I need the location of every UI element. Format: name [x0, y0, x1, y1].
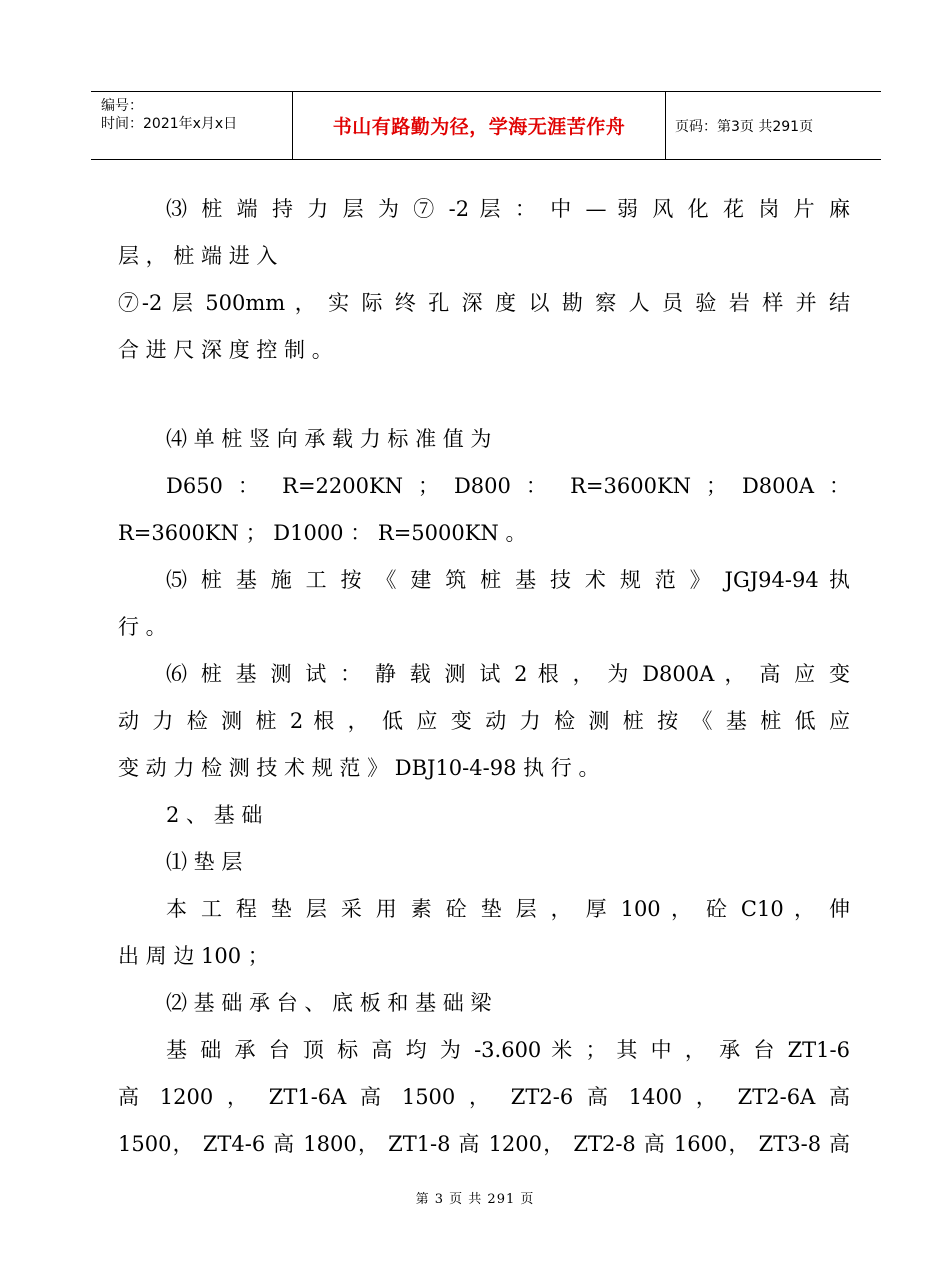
header-motto-cell	[293, 92, 666, 159]
header-meta-cell	[91, 92, 293, 159]
body-line: 基 础 承 台 顶 标 高 均 为 -3.600 米 ； 其 中 ， 承 台 ZT1-6	[166, 1038, 850, 1062]
page-footer	[0, 1188, 950, 1207]
body-line: 层 ， 桩 端 进 入	[118, 244, 278, 268]
body-line: 行 。	[118, 615, 167, 639]
page-header	[91, 91, 881, 160]
header-page-code: 页码：第3页 共291页	[675, 118, 814, 135]
body-line: 高 1200 ， ZT1-6A 高 1500 ， ZT2-6 高 1400 ， ZT2-6A 高	[118, 1085, 850, 1109]
body-line: 合 进 尺 深 度 控 制 。	[118, 338, 333, 362]
body-line: ⑸ 桩 基 施 工 按 《 建 筑 桩 基 技 术 规 范 》 JGJ94-94 执	[166, 568, 850, 592]
header-motto: 书山有路勤为径，学海无涯苦作舟	[332, 116, 626, 138]
body-line: ⑶ 桩 端 持 力 层 为 ⑦ -2 层 ： 中 — 弱 风 化 花 岗 片 麻	[166, 197, 850, 221]
subsection-heading: ⑴ 垫 层	[166, 850, 243, 874]
header-page-cell	[666, 92, 881, 159]
document-number-label: 编号：	[101, 98, 143, 114]
subsection-heading: ⑵ 基 础 承 台 、 底 板 和 基 础 梁	[166, 991, 492, 1015]
body-line: D650 ： R=2200KN ； D800 ： R=3600KN ； D800A ：	[166, 474, 850, 498]
body-line: 本 工 程 垫 层 采 用 素 砼 垫 层 ， 厚 100 ， 砼 C10 ， 伸	[166, 897, 850, 921]
body-line: 出 周 边 100 ；	[118, 944, 269, 968]
paragraph-gap	[118, 374, 850, 416]
body-line: ⑷ 单 桩 竖 向 承 载 力 标 准 值 为	[166, 427, 492, 451]
body-line: 动 力 检 测 桩 2 根 ， 低 应 变 动 力 检 测 桩 按 《 基 桩 低 应	[118, 709, 850, 733]
document-body	[118, 186, 850, 1168]
body-line: 1500， ZT4-6 高 1800， ZT1-8 高 1200， ZT2-8 高 1600， ZT3-8 高	[118, 1132, 850, 1156]
section-heading: 2 、 基 础	[166, 803, 263, 827]
body-line: ⑹ 桩 基 测 试 ： 静 载 测 试 2 根 ， 为 D800A ， 高 应 变	[166, 662, 850, 686]
footer-page-number: 第 3 页 共 291 页	[415, 1192, 535, 1207]
body-line: R=3600KN ； D1000 ： R=5000KN 。	[118, 521, 527, 545]
document-time-label: 时间：2021年x月x日	[101, 116, 238, 132]
body-line: 变 动 力 检 测 技 术 规 范 》 DBJ10-4-98 执 行 。	[118, 756, 600, 780]
body-line: ⑦-2 层 500mm ， 实 际 终 孔 深 度 以 勘 察 人 员 验 岩 样 并 结	[118, 291, 850, 315]
